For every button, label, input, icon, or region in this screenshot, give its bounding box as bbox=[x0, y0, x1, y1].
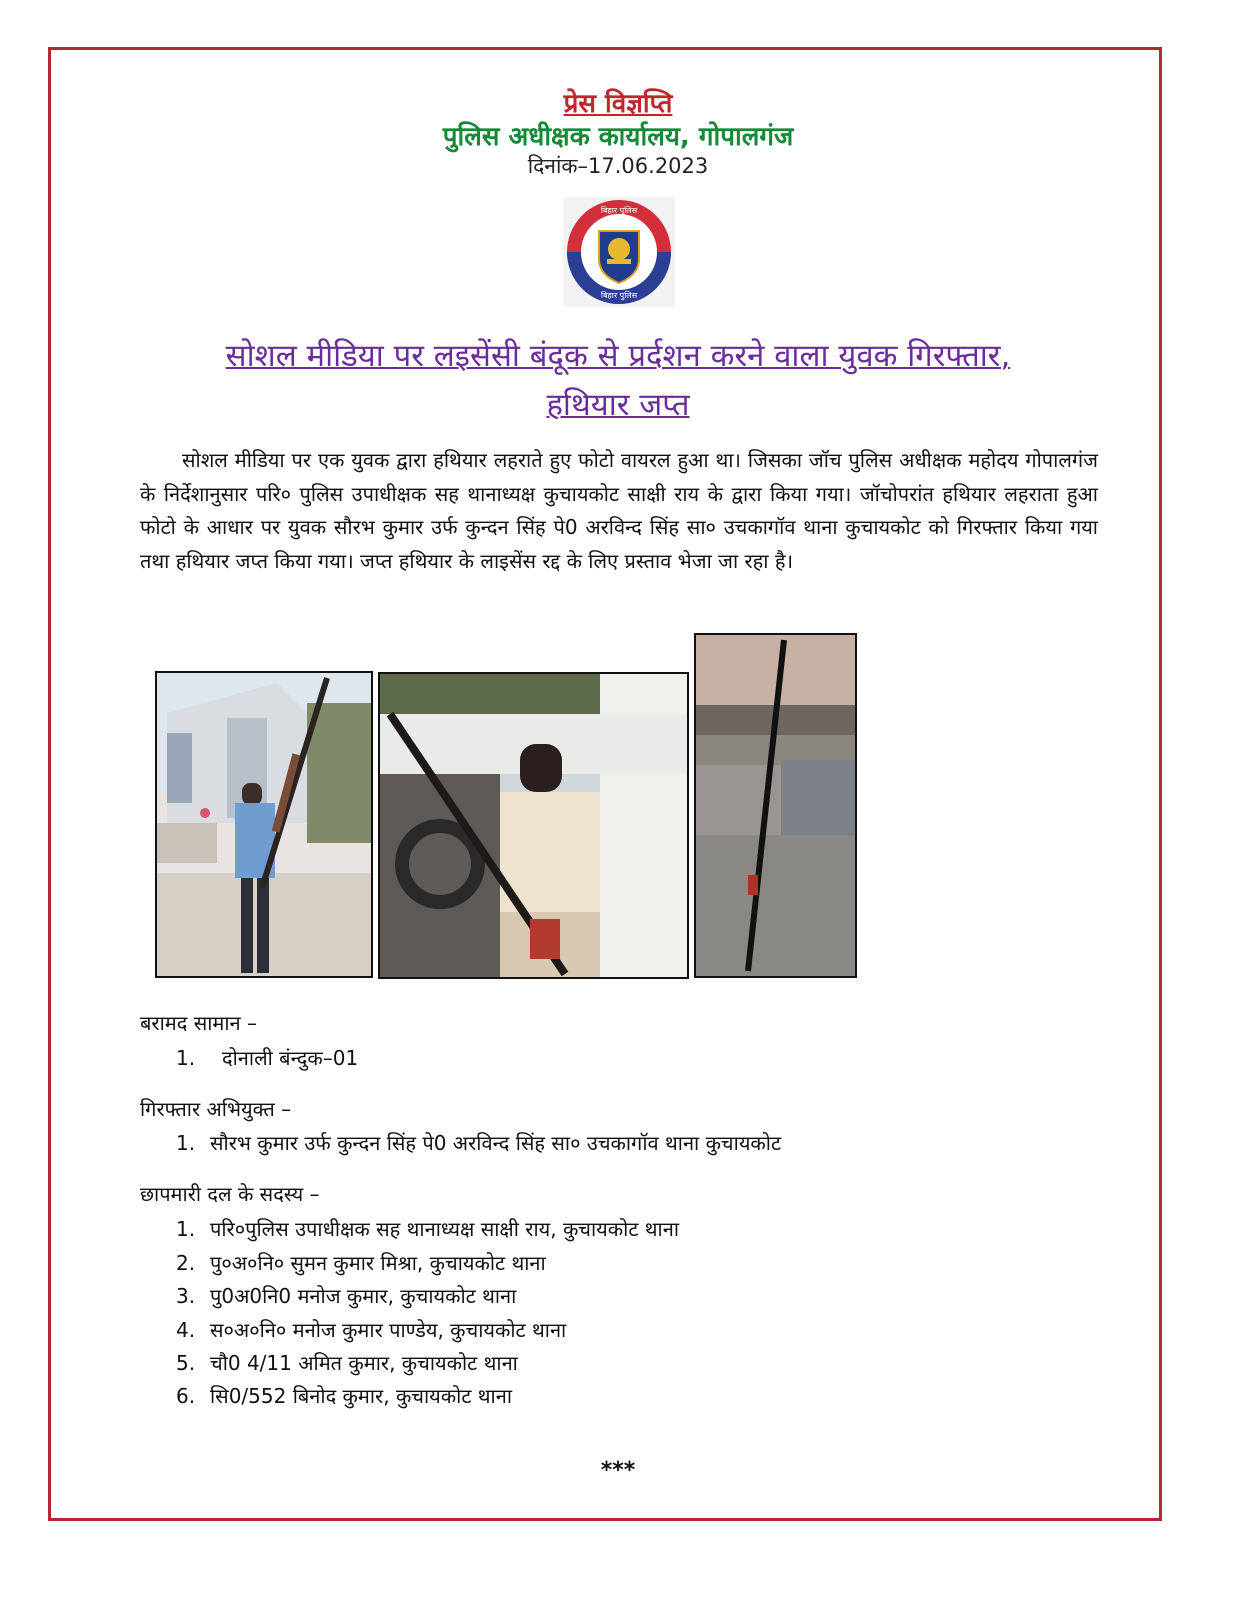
list-item: 2. पु०अ०नि० सुमन कुमार मिश्रा, कुचायकोट थाना bbox=[176, 1251, 546, 1275]
logo-top-text: बिहार पुलिस bbox=[600, 206, 638, 215]
end-marker: *** bbox=[600, 1458, 636, 1483]
bihar-police-logo bbox=[563, 197, 675, 307]
list-item: 3. पु0अ0नि0 मनोज कुमार, कुचायकोट थाना bbox=[176, 1284, 517, 1308]
list-item: 5. चौ0 4/11 अमित कुमार, कुचायकोट थाना bbox=[176, 1351, 518, 1375]
photo-youth-with-gun-outdoor bbox=[155, 671, 373, 978]
list-item: 1. दोनाली बंन्दुक–01 bbox=[176, 1046, 359, 1070]
list-item: 4. स०अ०नि० मनोज कुमार पाण्डेय, कुचायकोट थाना bbox=[176, 1318, 567, 1342]
headline-line-2: हथियार जप्त bbox=[546, 387, 690, 423]
list-item: 1. परि०पुलिस उपाधीक्षक सह थानाध्यक्ष साक्षी राय, कुचायकोट थाना bbox=[176, 1217, 679, 1241]
release-date: दिनांक–17.06.2023 bbox=[527, 154, 709, 178]
office-name: पुलिस अधीक्षक कार्यालय, गोपालगंज bbox=[442, 122, 794, 152]
arrested-accused-heading: गिरफ्तार अभियुक्त – bbox=[140, 1097, 292, 1121]
press-release-title: प्रेस विज्ञप्ति bbox=[563, 89, 673, 119]
recovered-items-heading: बरामद सामान – bbox=[140, 1011, 258, 1035]
headline-line-1: सोशल मीडिया पर लइसेंसी बंदूक से प्रर्दशन करने वाला युवक गिरफ्तार, bbox=[225, 338, 1011, 374]
photo-seized-gun bbox=[694, 633, 857, 978]
photo-youth-with-gun-in-vehicle bbox=[378, 672, 689, 979]
list-item: 6. सि0/552 बिनोद कुमार, कुचायकोट थाना bbox=[176, 1384, 513, 1408]
raid-team-heading: छापमारी दल के सदस्य – bbox=[140, 1182, 320, 1206]
logo-bottom-text: बिहार पुलिस bbox=[600, 291, 638, 300]
body-paragraph: सोशल मीडिया पर एक युवक द्वारा हथियार लहराते हुए फोटो वायरल हुआ था। जिसका जॉच पुलिस अधीक्षक महोदय गोपालगंज के निर्देशानुसार परि० पुलिस उपाधीक्षक सह थानाध्यक्ष कुचायकोट साक्षी राय के द्वारा किया गया। जॉचोपरांत हथियार लहराता हुआ फोटो के आधार पर युवक सौरभ कुमार उर्फ कुन्दन सिंह पे0 अरविन्द सिंह सा० उचकागॉव थाना कुचायकोट को गिरफ्तार किया गया तथा हथियार जप्त किया गया। जप्त हथियार के लाइसेंस रद्द के लिए प्रस्ताव भेजा जा रहा है। bbox=[140, 448, 1098, 573]
list-item: 1. सौरभ कुमार उर्फ कुन्दन सिंह पे0 अरविन्द सिंह सा० उचकागॉव थाना कुचायकोट bbox=[176, 1131, 782, 1155]
